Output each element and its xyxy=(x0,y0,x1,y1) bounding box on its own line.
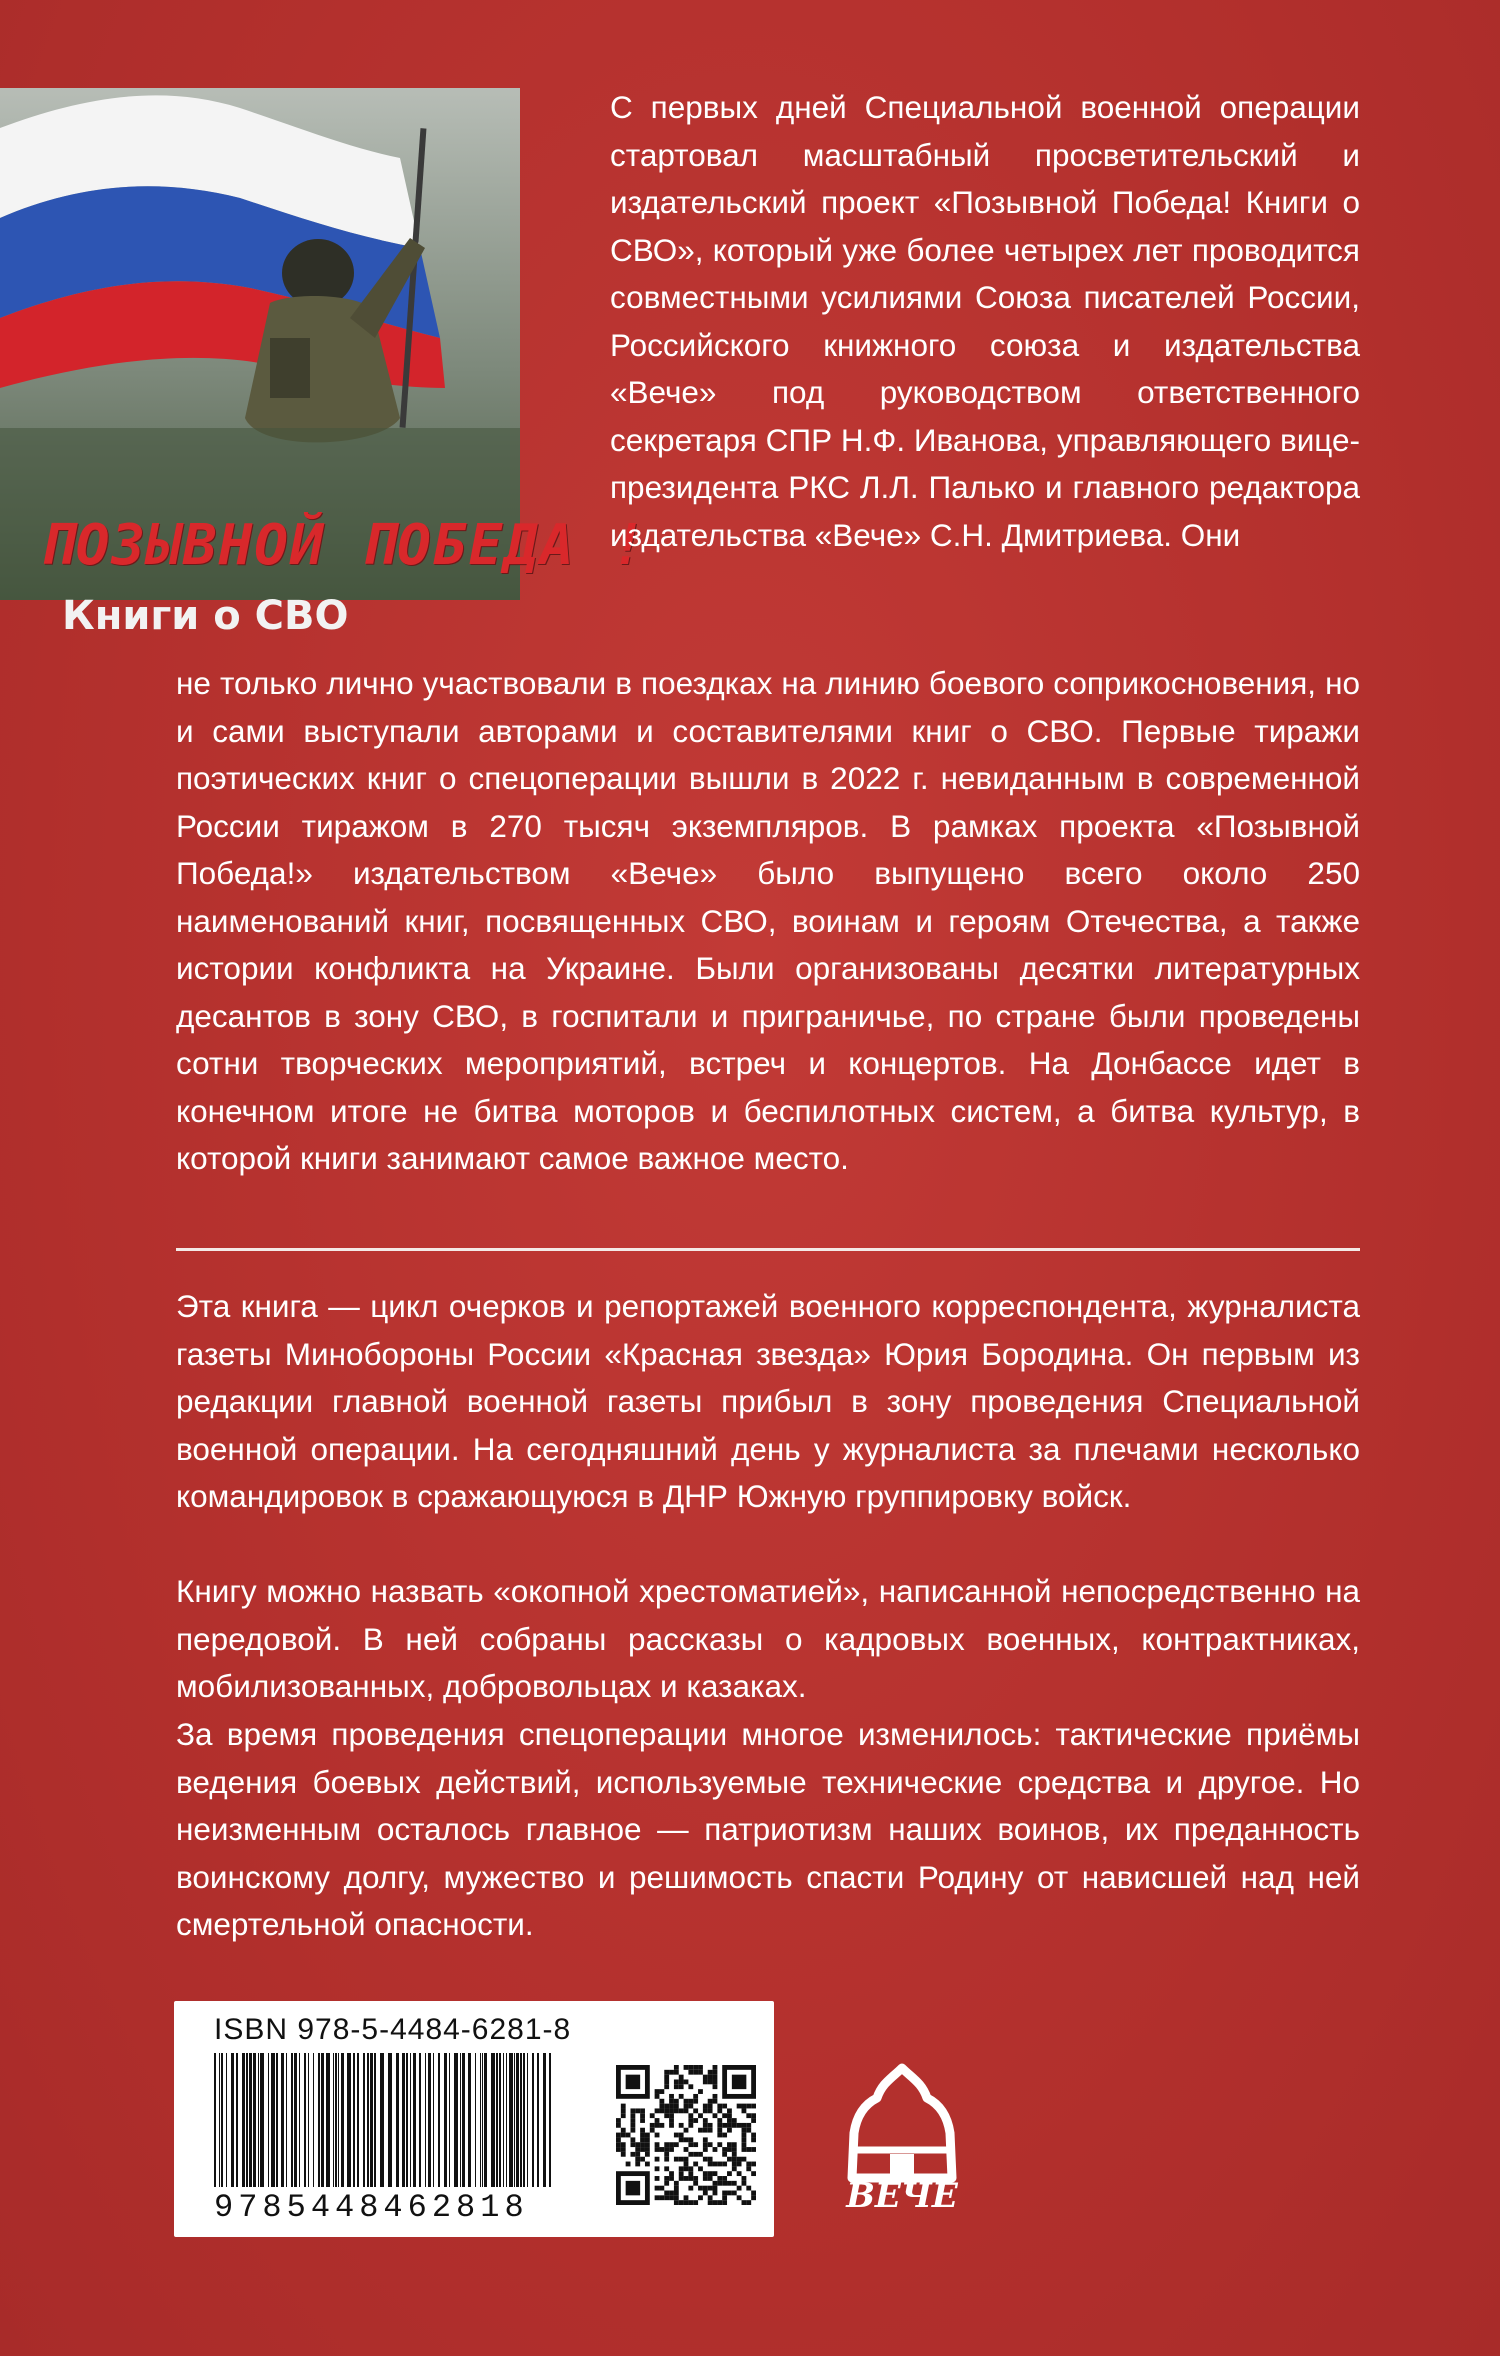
barcode-icon xyxy=(214,2053,554,2187)
series-title: ПОЗЫВНОЙ ПОБЕДА ! xyxy=(40,513,648,578)
isbn-text: ISBN 978-5-4484-6281-8 xyxy=(214,2013,572,2046)
series-subtitle: Книги о СВО xyxy=(62,593,349,639)
series-image xyxy=(0,88,648,639)
publisher-logo-text: ВЕЧЕ xyxy=(846,2176,958,2216)
intro-paragraph-continued: не только лично участвовали в поездках на линию боевого соприкосновения, но и сами выступали авторами и составителями книг о СВО. Первые тиражи поэтических книг о спецоперации вышли в 2022 г. невиданным в современной России тиражом в 270 тысяч экземпляров. В рамках проекта «Позывной Победа!» издательством «Вече» было выпущено всего около 250 наименований книг, посвященных СВО, воинам и героям Отечества, а также истории конфликта на Украине. Были организованы десятки литературных десантов в зону СВО, в госпитали и приграничье, по стране были проведены сотни творческих мероприятий, встреч и концертов. На Донбассе идет в конечном итоге не битва моторов и беспилотных систем, а битва культур, в которой книги занимают самое важное место. xyxy=(176,665,1360,1176)
publisher-logo-icon xyxy=(822,2058,982,2188)
section-divider xyxy=(176,1248,1360,1251)
barcode-digits: 9785448462818 xyxy=(214,2189,529,2226)
qr-code-icon xyxy=(616,2065,756,2205)
intro-paragraph: С первых дней Специальной военной операции стартовал масштабный просветительский и издательский проект «Позывной Победа! Книги о СВО», который уже более четырех лет проводится совместными усилиями Союза писателей России, Российского книжного союза и издательства «Вече» под руководством ответственного секретаря СПР Н.Ф. Иванова, управляющего вице-президента РКС Л.Л. Палько и главного редактора издательства «Вече» С.Н. Дмитриева. Они xyxy=(610,89,1360,553)
barcode-panel xyxy=(174,2001,774,2237)
book-description-paragraph: За время проведения спецоперации многое изменилось: тактические приёмы ведения боевых действий, используемые технические средства и другое. Но неизменным осталось главное — патриотизм наших воинов, их преданность воинскому долгу, мужество и решимость спасти Родину от нависшей над ней смертельной опасности. xyxy=(176,1716,1360,1942)
book-description-paragraph: Эта книга — цикл очерков и репортажей военного корреспондента, журналиста газеты Минобороны России «Красная звезда» Юрия Бородина. Он первым из редакции главной военной газеты прибыл в зону проведения Специальной военной операции. На сегодняшний день у журналиста за плечами несколько командировок в сражающуюся в ДНР Южную группировку войск. xyxy=(176,1288,1360,1514)
publisher-logo xyxy=(822,2058,982,2228)
book-description-paragraph: Книгу можно назвать «окопной хрестоматией», написанной непосредственно на передовой. В ней собраны рассказы о кадровых военных, контрактниках, мобилизованных, добровольцах и казаках. xyxy=(176,1573,1360,1704)
